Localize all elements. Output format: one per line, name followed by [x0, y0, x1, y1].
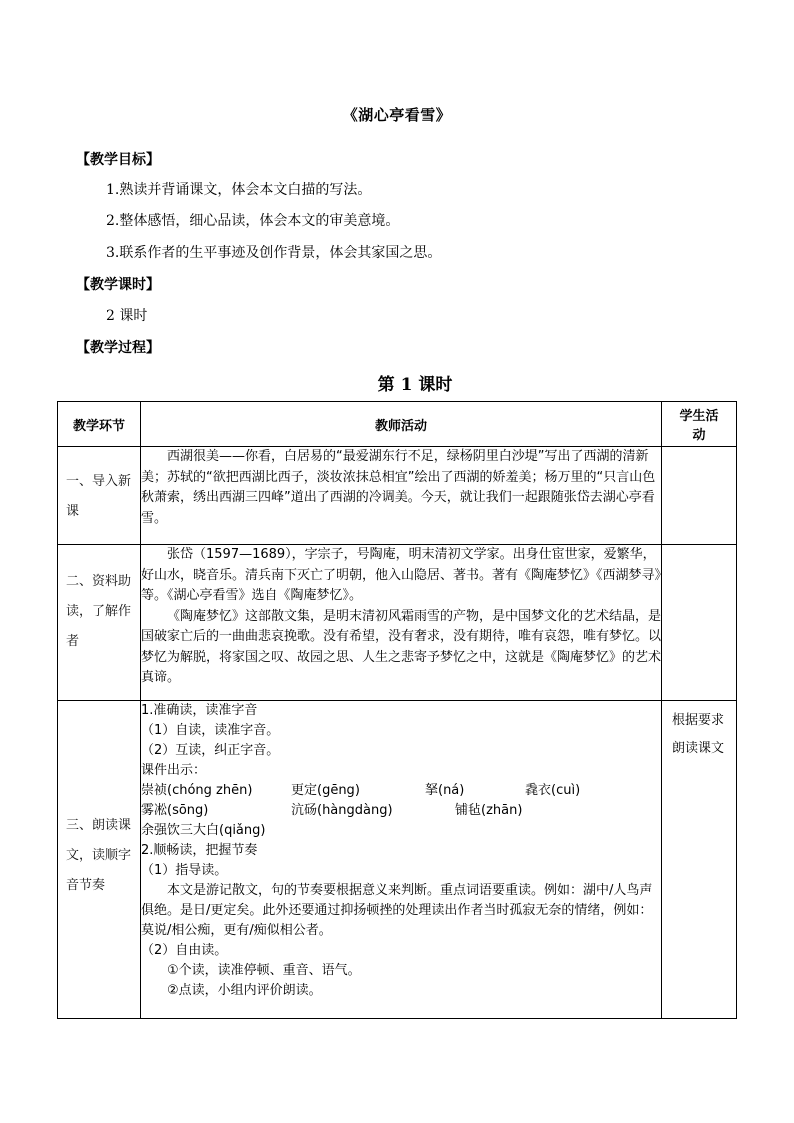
pinyin-item: 沆砀(hàngdàng) — [291, 803, 393, 818]
step-item: （1）指导读。 — [141, 863, 228, 878]
lesson-plan-table — [57, 401, 737, 1019]
pinyin-item: 余强饮三大白(qiǎng) — [141, 823, 266, 838]
student-cell — [662, 447, 737, 545]
pinyin-item: 崇祯(chóng zhēn) — [141, 783, 253, 798]
step-item: （2）互读，纠正字音。 — [141, 743, 280, 758]
objective-3: 3.联系作者的生平事迹及创作背景，体会其家国之思。 — [106, 245, 442, 261]
teacher-cell — [141, 545, 662, 701]
objectives-heading: 【教学目标】 — [76, 152, 160, 168]
teacher-paragraph: 西湖很美——你看，白居易的“最爱湖东行不足，绿杨阴里白沙堤”写出了西湖的清新美；苏轼的“欲把西湖比西子，淡妆浓抹总相宜”绘出了西湖的娇羞美；杨万里的“只言山色秋萧索，绣出西湖三四峰”道出了西湖的冷调美。今天，就让我们一起跟随张岱去湖心亭看雪。 — [141, 449, 656, 526]
step-heading: 2.顺畅读，把握节奏 — [141, 843, 258, 858]
teacher-paragraph: 本文是游记散文，句的节奏要根据意义来判断。重点词语要重读。例如：湖中/人鸟声俱绝。是日/更定矣。此外还要通过抑扬顿挫的处理读出作者当时孤寂无奈的情绪，例如：莫说/相公痴，更有/痴似相公者。 — [141, 883, 653, 938]
pinyin-item: 更定(gēng) — [291, 783, 360, 798]
process-heading: 【教学过程】 — [76, 340, 160, 356]
step-subitem: ②点读，小组内评价朗读。 — [167, 983, 322, 998]
pinyin-item: 毳衣(cuì) — [525, 783, 581, 798]
courseware-label: 课件出示： — [141, 763, 207, 778]
pinyin-item: 铺毡(zhān) — [455, 803, 523, 818]
pinyin-item: 拏(ná) — [425, 783, 465, 798]
student-cell — [662, 545, 737, 701]
table-row — [58, 701, 737, 1019]
table-row — [58, 545, 737, 701]
step-item: （1）自读，读准字音。 — [141, 723, 280, 738]
header-teacher: 教师活动 — [141, 402, 662, 447]
lesson-title: 第 1 课时 — [377, 375, 453, 395]
teacher-cell — [141, 447, 662, 545]
objective-1: 1.熟读并背诵课文，体会本文白描的写法。 — [106, 182, 372, 198]
pinyin-item: 雾凇(sōng) — [141, 803, 209, 818]
student-cell: 根据要求朗读课文 — [662, 701, 737, 1019]
hours-value: 2 课时 — [106, 308, 148, 324]
pinyin-row — [141, 801, 661, 821]
table-row — [58, 447, 737, 545]
teacher-paragraph: 《陶庵梦忆》这部散文集，是明末清初风霜雨雪的产物，是中国梦文化的艺术结晶，是国破家亡后的一曲曲悲哀挽歌。没有希望，没有奢求，没有期待，唯有哀怨，唯有梦忆。以梦忆为解脱，将家国之叹、故园之思、人生之悲寄予梦忆之中，这就是《陶庵梦忆》的艺术真谛。 — [141, 608, 662, 685]
pinyin-row — [141, 781, 661, 801]
step-subitem: ①个读，读准停顿、重音、语气。 — [167, 963, 361, 978]
header-stage: 教学环节 — [58, 402, 141, 447]
teacher-paragraph: 张岱（1597—1689），字宗子，号陶庵，明末清初文学家。出身仕宦世家，爱繁华，好山水，晓音乐。清兵南下灭亡了明朝，他入山隐居、著书。著有《陶庵梦忆》《西湖梦寻》等。《湖心亭看雪》选自《陶庵梦忆》。 — [141, 547, 662, 603]
stage-cell: 三、朗读课文，读顺字音节奏 — [58, 701, 141, 1019]
stage-cell: 二、资料助读，了解作者 — [58, 545, 141, 701]
teacher-cell — [141, 701, 662, 1019]
objective-2: 2.整体感悟，细心品读，体会本文的审美意境。 — [106, 213, 400, 229]
header-student: 学生活动 — [662, 402, 737, 447]
step-heading: 1.准确读，读准字音 — [141, 703, 258, 718]
stage-cell: 一、导入新课 — [58, 447, 141, 545]
document-title: 《湖心亭看雪》 — [342, 106, 452, 124]
hours-heading: 【教学课时】 — [76, 277, 160, 293]
table-header-row — [58, 402, 737, 447]
step-item: （2）自由读。 — [141, 943, 228, 958]
